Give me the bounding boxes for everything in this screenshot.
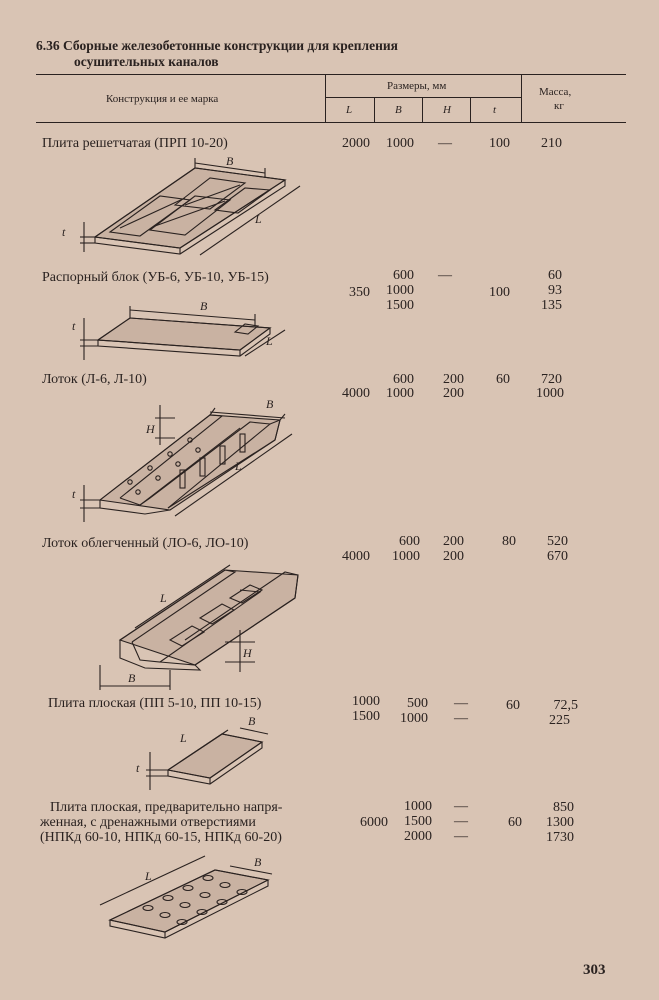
row-2-mass3: 135	[541, 298, 562, 313]
row-6-B1: 1000	[404, 799, 432, 814]
label-B-1: B	[226, 154, 234, 168]
row-5-L1: 1000	[352, 694, 380, 709]
page-number: 303	[583, 962, 606, 978]
label-t-5: t	[136, 761, 140, 775]
row-6-mass2: 1300	[546, 815, 574, 830]
row-3-H1: 200	[443, 372, 464, 387]
row-5-name: Плита плоская (ПП 5-10, ПП 10-15)	[48, 696, 262, 711]
header-L: L	[346, 104, 353, 116]
row-6-name-line2: женная, с дренажными отверстиями	[40, 815, 256, 830]
row-3-mass2: 1000	[536, 386, 564, 401]
header-t: t	[493, 104, 497, 116]
row-1-t: 100	[489, 136, 510, 151]
label-t-2: t	[72, 319, 76, 333]
row-4-name: Лоток облегченный (ЛО-6, ЛО-10)	[42, 536, 249, 551]
row-2-B3: 1500	[386, 298, 414, 313]
header-mass-line2: кг	[554, 100, 564, 112]
row-2-t: 100	[489, 285, 510, 300]
row-5-B2: 1000	[400, 711, 428, 726]
row-2-B1: 600	[393, 268, 414, 283]
label-B-2: B	[200, 299, 208, 313]
label-L-3: L	[235, 459, 242, 473]
label-H-3: H	[146, 422, 155, 436]
label-H-4: H	[243, 646, 252, 660]
tray-drawing	[72, 397, 292, 522]
row-4-H1: 200	[443, 534, 464, 549]
title-line-2: осушительных каналов	[74, 54, 219, 69]
row-6-mass1: 850	[553, 800, 574, 815]
header-dimensions: Размеры, мм	[387, 80, 447, 92]
row-4-mass2: 670	[547, 549, 568, 564]
row-2-L: 350	[349, 285, 370, 300]
row-6-H3: —	[454, 829, 468, 844]
row-6-t: 60	[508, 815, 522, 830]
row-1-B: 1000	[386, 136, 414, 151]
label-B-4: B	[128, 671, 136, 685]
row-3-name: Лоток (Л-6, Л-10)	[42, 372, 147, 387]
title-line-1: 6.36 Сборные железобетонные конструкции для крепления	[36, 38, 398, 53]
flat-slab-drawing	[136, 714, 268, 790]
row-6-L: 6000	[360, 815, 388, 830]
row-3-mass1: 720	[541, 372, 562, 387]
label-B-6: B	[254, 855, 262, 869]
label-t-1: t	[62, 225, 66, 239]
row-4-B1: 600	[399, 534, 420, 549]
label-t-3: t	[72, 487, 76, 501]
header-construction: Конструкция и ее марка	[106, 93, 219, 105]
header-B: B	[395, 104, 402, 116]
row-5-mass1: 72,5	[553, 698, 578, 713]
label-B-3: B	[266, 397, 274, 411]
row-2-H: —	[438, 268, 452, 283]
row-5-L2: 1500	[352, 709, 380, 724]
spacer-block-drawing	[72, 299, 285, 360]
row-3-L: 4000	[342, 386, 370, 401]
row-6-B2: 1500	[404, 814, 432, 829]
row-5-mass2: 225	[549, 713, 570, 728]
label-L-5: L	[180, 731, 187, 745]
row-6-H2: —	[454, 814, 468, 829]
label-L-1: L	[255, 212, 262, 226]
row-2-B2: 1000	[386, 283, 414, 298]
row-1-H: —	[438, 136, 452, 151]
row-1-mass: 210	[541, 136, 562, 151]
lattice-slab-drawing	[62, 154, 300, 255]
row-5-H2: —	[454, 711, 468, 726]
header-mass-line1: Масса,	[539, 86, 572, 98]
row-3-B2: 1000	[386, 386, 414, 401]
row-3-B1: 600	[393, 372, 414, 387]
row-4-B2: 1000	[392, 549, 420, 564]
row-5-t: 60	[506, 698, 520, 713]
row-5-H1: —	[454, 696, 468, 711]
row-1-L: 2000	[342, 136, 370, 151]
row-6-mass3: 1730	[546, 830, 574, 845]
label-L-4: L	[160, 591, 167, 605]
row-2-name: Распорный блок (УБ-6, УБ-10, УБ-15)	[42, 270, 269, 285]
row-6-B3: 2000	[404, 829, 432, 844]
label-L-6: L	[145, 869, 152, 883]
row-4-mass1: 520	[547, 534, 568, 549]
row-2-mass2: 93	[548, 283, 562, 298]
row-2-mass1: 60	[548, 268, 562, 283]
light-tray-drawing	[100, 565, 298, 690]
row-6-name-line3: (НПКд 60-10, НПКд 60-15, НПКд 60-20)	[40, 830, 282, 845]
label-B-5: B	[248, 714, 256, 728]
row-4-t: 80	[502, 534, 516, 549]
row-3-H2: 200	[443, 386, 464, 401]
row-4-H2: 200	[443, 549, 464, 564]
prestressed-slab-drawing	[100, 855, 272, 938]
row-1-name: Плита решетчатая (ПРП 10-20)	[42, 136, 228, 151]
row-6-name-line1: Плита плоская, предварительно напря-	[50, 800, 283, 815]
row-5-B1: 500	[407, 696, 428, 711]
row-6-H1: —	[454, 799, 468, 814]
row-4-L: 4000	[342, 549, 370, 564]
header-H: H	[443, 104, 451, 116]
row-3-t: 60	[496, 372, 510, 387]
label-L-2: L	[266, 334, 273, 348]
